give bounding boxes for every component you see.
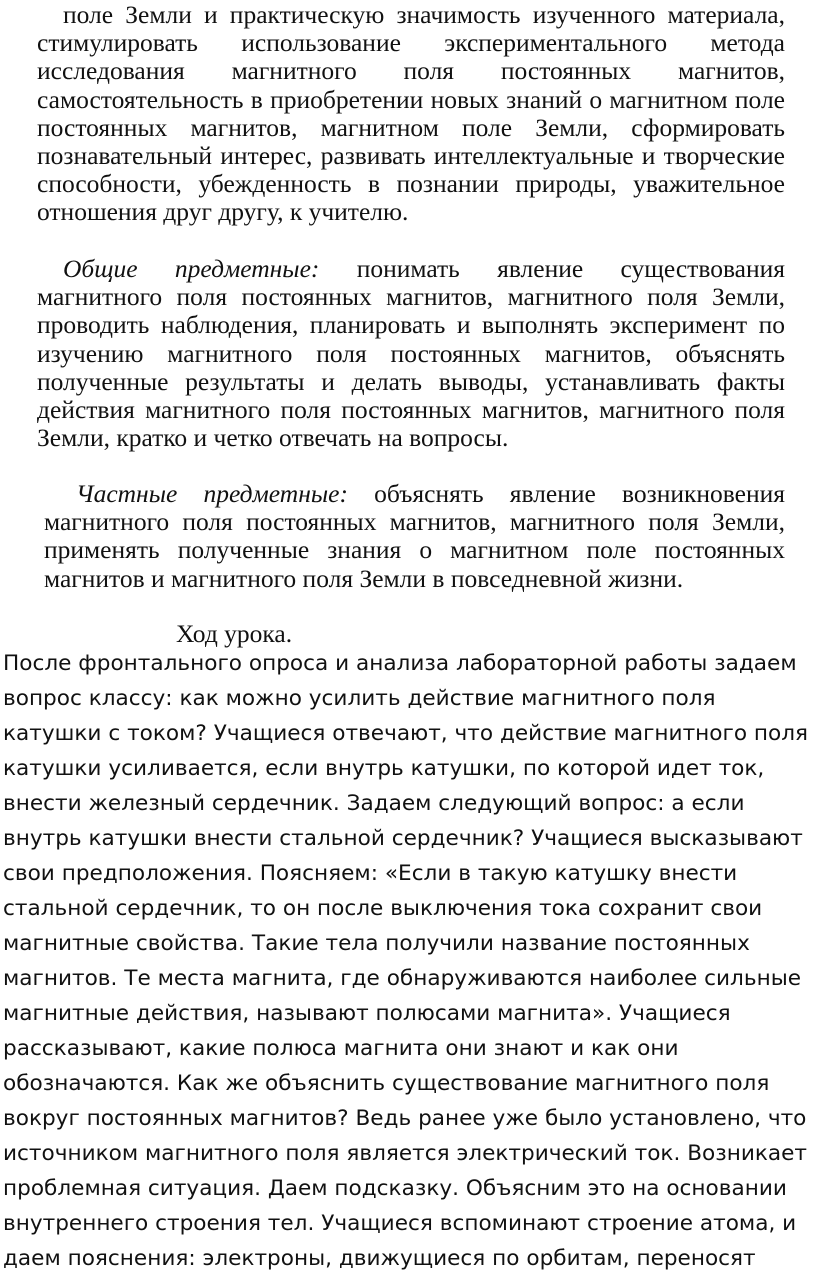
lesson-text: После фронтального опроса и анализа лабораторной работы задаем вопрос классу: как можно усилить действие магнитного поля катушки с током? Учащиеся отвечают, что действие магнитного поля катушки усиливается, если внутрь катушки, по которой идет ток, внести железный сердечник. Задаем следующий вопрос: а если внутрь катушки внести стальной сердечник? Учащиеся высказывают свои предположения. Поясняем: «Если в такую катушку внести стальной сердечник, то он после выключения тока сохранит свои магнитные свойства. Такие тела получили название постоянных магнитов. Те места магнита, где обнаруживаются наиболее сильные магнитные действия, называют полюсами магнита». Учащиеся рассказывают, какие полюса магнита они знают и как они обозначаются. Как же объяснить существование магнитного поля вокруг постоянных магнитов? Ведь ранее уже было установлено, что источником магнитного поля является электрический ток. Возникает проблемная ситуация. Даем подсказку. Объясним это на основании внутреннего строения тел. Учащиеся вспоминают строение атома, и даем пояснения: электроны, движущиеся по орбитам, переносят <box>3 651 809 1271</box>
lesson-paragraph <box>3 646 815 1276</box>
general-subject-text: понимать явление существования магнитного поля постоянных магнитов, магнитного поля Земли, проводить наблюдения, планировать и выполнять эксперимент по изучению магнитного поля постоянных магнитов, объяснять полученные результаты и делать выводы, устанавливать факты действия магнитного поля постоянных магнитов, магнитного поля Земли, кратко и четко отвечать на вопросы. <box>37 254 785 453</box>
goals-text: поле Земли и практическую значимость изученного материала, стимулировать использование экспериментального метода исследования магнитного поля постоянных магнитов, самостоятельность в приобретении новых знаний о магнитном поле постоянных магнитов, магнитном поле Земли, сформировать познавательный интерес, развивать интеллектуальные и творческие способности, убежденность в познании природы, уважительное отношения друг другу, к учителю. <box>37 0 785 227</box>
lesson-heading: Ход урока. <box>176 619 293 648</box>
general-subject-paragraph <box>37 255 785 452</box>
goals-paragraph <box>37 1 785 227</box>
specific-subject-paragraph <box>44 480 785 593</box>
general-subject-label: Общие предметные: <box>63 254 320 283</box>
specific-subject-text: объяснять явление возникновения магнитного поля постоянных магнитов, магнитного поля Земли, применять полученные знания о магнитном поле постоянных магнитов и магнитного поля Земли в повседневной жизни. <box>44 479 786 593</box>
specific-subject-label: Частные предметные: <box>76 479 348 508</box>
